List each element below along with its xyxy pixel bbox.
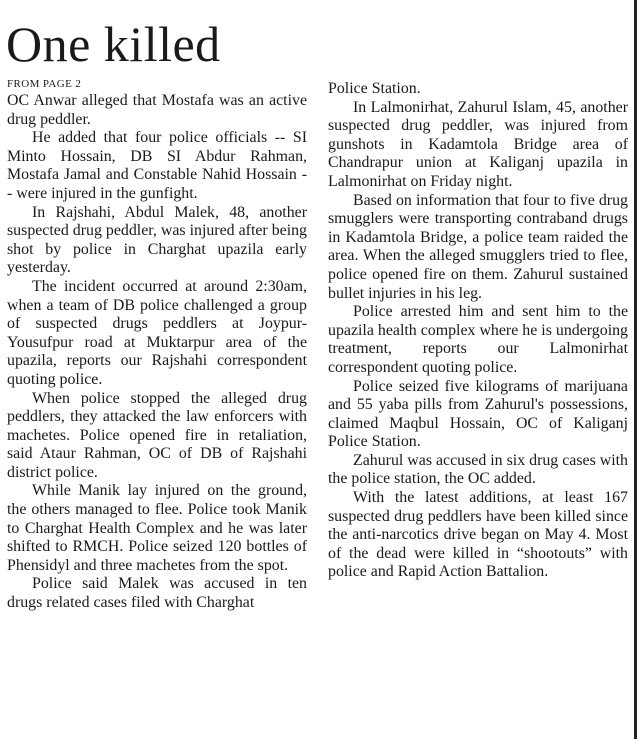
paragraph: Police said Malek was accused in ten drugs related cases filed with Charghat <box>7 575 307 612</box>
page-edge-rule <box>634 0 637 739</box>
jump-line: FROM PAGE 2 <box>7 78 82 90</box>
paragraph: Police Station. <box>328 80 421 97</box>
article-column-right <box>328 80 628 582</box>
paragraph: In Rajshahi, Abdul Malek, 48, another suspected drug peddler, was injured after being shot by police in Charghat upazila early yesterday. <box>7 203 307 277</box>
paragraph: The incident occurred at around 2:30am, when a team of DB police challenged a group of suspected drugs peddlers at Joypur-Yousufpur road at Muktarpur area of the upazila, reports our Rajshahi correspondent quoting police. <box>7 277 307 388</box>
paragraph: Police seized five kilograms of marijuana and 55 yaba pills from Zahurul's possessions, claimed Maqbul Hossain, OC of Kaliganj Police Station. <box>328 377 628 451</box>
headline: One killed <box>6 16 221 72</box>
paragraph: When police stopped the alleged drug peddlers, they attacked the law enforcers with machetes. Police opened fire in retaliation, said Ataur Rahman, OC of DB of Rajshahi district police. <box>7 389 307 481</box>
article-column-left <box>7 78 307 613</box>
paragraph: While Manik lay injured on the ground, the others managed to flee. Police took Manik to Charghat Health Complex and he was later shifted to RMCH. Police seized 120 bottles of Phensidyl and three machetes from the spot. <box>7 482 307 574</box>
paragraph: He added that four police officials -- SI Minto Hossain, DB SI Abdur Rahman, Mostafa Jamal and Constable Nahid Hossain -- were injured in the gunfight. <box>7 129 307 202</box>
paragraph: With the latest additions, at least 167 suspected drug peddlers have been killed since the anti-narcotics drive began on May 4. Most of the dead were killed in “shootouts” with police and Rapid Action Battalion. <box>328 489 628 581</box>
paragraph: OC Anwar alleged that Mostafa was an active drug peddler. <box>7 92 307 128</box>
paragraph: Zahurul was accused in six drug cases with the police station, the OC added. <box>328 451 628 488</box>
paragraph: In Lalmonirhat, Zahurul Islam, 45, another suspected drug peddler, was injured from gunshots in Kadamtola Bridge area of Chandrapur union at Kaliganj upazila in Lalmonirhat on Friday night. <box>328 98 628 190</box>
paragraph: Police arrested him and sent him to the upazila health complex where he is undergoing treatment, reports our Lalmonirhat correspondent quoting police. <box>328 303 628 376</box>
paragraph: Based on information that four to five drug smugglers were transporting contraband drugs in Kadamtola Bridge, a police team raided the area. When the alleged smugglers tried to flee, police opened fire on them. Zahurul sustained bullet injuries in his leg. <box>328 191 628 302</box>
